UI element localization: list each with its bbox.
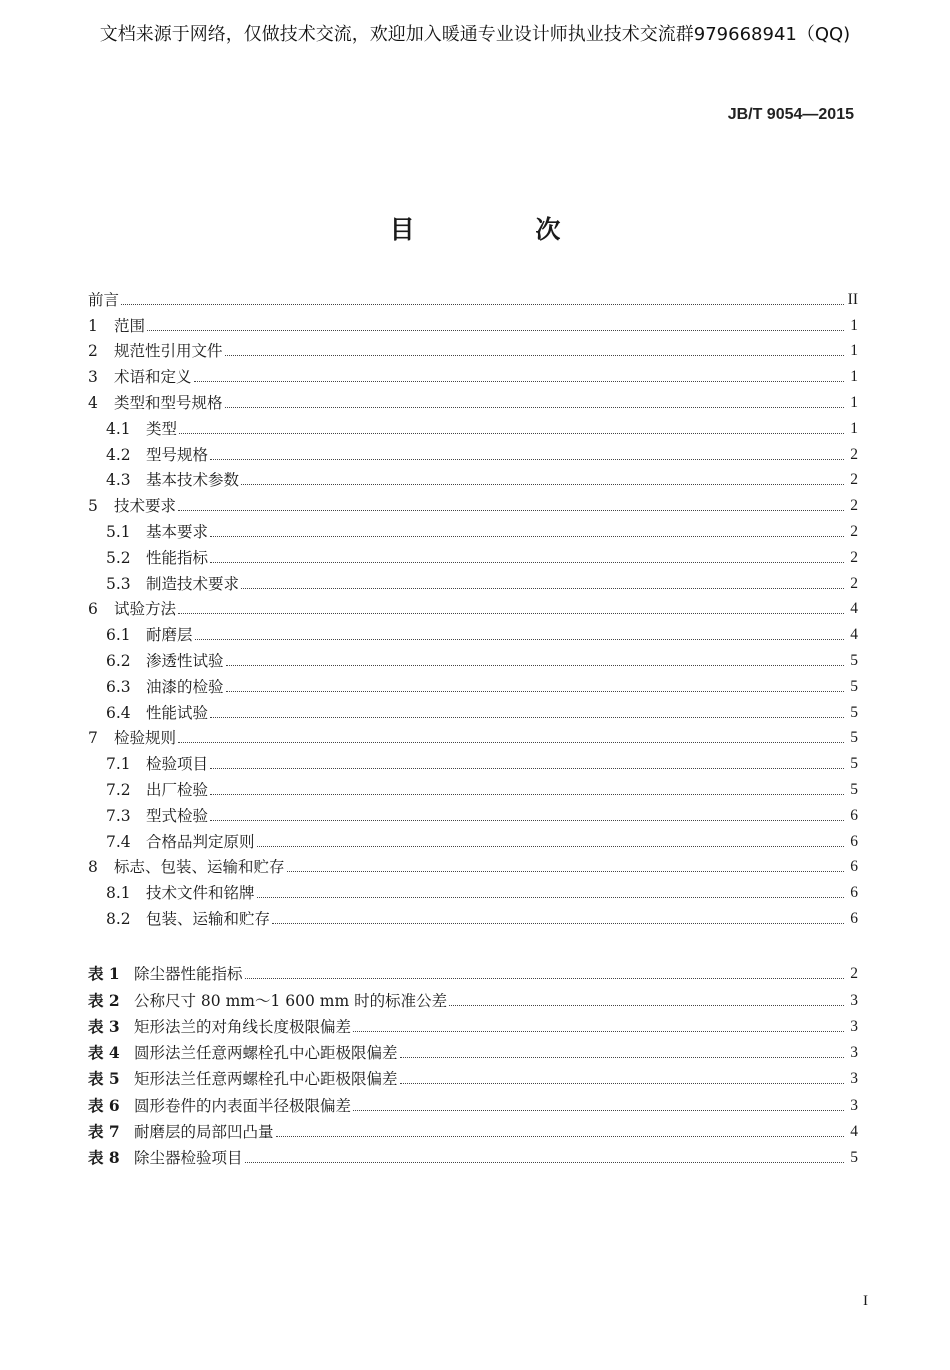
toc-entry[interactable] bbox=[88, 361, 858, 387]
dot-leader bbox=[225, 407, 844, 408]
toc-entry[interactable] bbox=[88, 800, 858, 826]
dot-leader bbox=[353, 1031, 844, 1032]
toc-entry[interactable] bbox=[88, 645, 858, 671]
toc-entry[interactable] bbox=[88, 594, 858, 620]
dot-leader bbox=[210, 562, 844, 563]
document-number: JB/T 9054—2015 bbox=[727, 106, 854, 123]
entry-page-number: 2 bbox=[850, 471, 858, 489]
entry-page-number: 2 bbox=[850, 497, 858, 515]
entry-page-number: 5 bbox=[850, 729, 858, 747]
table-list-entry[interactable] bbox=[88, 1011, 858, 1037]
entry-title: 标志、包装、运输和贮存 bbox=[114, 858, 285, 877]
entry-page-number: 5 bbox=[850, 703, 858, 721]
entry-title: 基本要求 bbox=[146, 522, 209, 541]
entry-title: 型号规格 bbox=[146, 445, 209, 464]
toc-entry[interactable] bbox=[88, 568, 858, 594]
dot-leader bbox=[353, 1110, 844, 1111]
entry-number: 7.4 bbox=[106, 832, 131, 851]
entry-page-number: 2 bbox=[850, 522, 858, 540]
entry-page-number: 6 bbox=[850, 858, 858, 876]
toc-entry[interactable] bbox=[88, 619, 858, 645]
entry-title: 技术文件和铭牌 bbox=[146, 884, 255, 903]
toc-entry[interactable] bbox=[88, 516, 858, 542]
entry-number: 8.1 bbox=[106, 884, 131, 903]
entry-title: 圆形法兰任意两螺栓孔中心距极限偏差 bbox=[134, 1044, 398, 1063]
entry-page-number: 1 bbox=[850, 419, 858, 437]
entry-number: 8.2 bbox=[106, 909, 131, 928]
toc-entry[interactable] bbox=[88, 387, 858, 413]
dot-leader bbox=[194, 381, 844, 382]
entry-title: 耐磨层的局部凹凸量 bbox=[134, 1123, 274, 1142]
dot-leader bbox=[147, 330, 844, 331]
entry-number: 表 2 bbox=[88, 990, 120, 1010]
entry-number: 6.2 bbox=[106, 651, 131, 670]
entry-page-number: 5 bbox=[850, 651, 858, 669]
dot-leader bbox=[226, 665, 844, 666]
table-list-entry[interactable] bbox=[88, 1089, 858, 1115]
entry-title: 除尘器检验项目 bbox=[134, 1149, 243, 1168]
entry-number: 3 bbox=[88, 368, 98, 387]
toc-entry[interactable] bbox=[88, 877, 858, 903]
entry-page-number: 5 bbox=[850, 1149, 858, 1167]
entry-page-number: 5 bbox=[850, 677, 858, 695]
toc-entry[interactable] bbox=[88, 465, 858, 491]
entry-title: 公称尺寸 80 mm～1 600 mm 时的标准公差 bbox=[134, 991, 448, 1010]
entry-title: 油漆的检验 bbox=[146, 677, 224, 696]
entry-page-number: 6 bbox=[850, 832, 858, 850]
toc-entry[interactable] bbox=[88, 439, 858, 465]
entry-title: 出厂检验 bbox=[146, 780, 209, 799]
toc-entry[interactable] bbox=[88, 723, 858, 749]
toc-entry[interactable] bbox=[88, 826, 858, 852]
entry-page-number: 3 bbox=[850, 991, 858, 1009]
dot-leader bbox=[241, 484, 844, 485]
entry-number: 4.2 bbox=[106, 445, 131, 464]
toc-entry[interactable] bbox=[88, 490, 858, 516]
dot-leader bbox=[226, 691, 844, 692]
entry-number: 5.3 bbox=[106, 574, 131, 593]
entry-number: 2 bbox=[88, 342, 98, 361]
entry-title: 类型 bbox=[146, 419, 178, 438]
entry-page-number: 4 bbox=[850, 1123, 858, 1141]
entry-page-number: 1 bbox=[850, 342, 858, 360]
entry-title: 术语和定义 bbox=[114, 368, 192, 387]
entry-number: 5 bbox=[88, 497, 98, 516]
entry-number: 1 bbox=[88, 316, 98, 335]
entry-title: 前言 bbox=[88, 290, 120, 309]
entry-number: 4.1 bbox=[106, 419, 131, 438]
entry-title: 试验方法 bbox=[114, 600, 177, 619]
entry-title: 制造技术要求 bbox=[146, 574, 240, 593]
entry-number: 6.3 bbox=[106, 677, 131, 696]
entry-number: 7.2 bbox=[106, 780, 131, 799]
entry-page-number: 4 bbox=[850, 600, 858, 618]
entry-page-number: 6 bbox=[850, 806, 858, 824]
entry-page-number: 3 bbox=[850, 1070, 858, 1088]
entry-number: 5.1 bbox=[106, 522, 131, 541]
list-of-tables bbox=[88, 958, 858, 1168]
entry-title: 技术要求 bbox=[114, 497, 177, 516]
entry-page-number: 5 bbox=[850, 755, 858, 773]
entry-page-number: 2 bbox=[850, 548, 858, 566]
entry-page-number: 1 bbox=[850, 316, 858, 334]
dot-leader bbox=[257, 897, 844, 898]
dot-leader bbox=[400, 1083, 844, 1084]
toc-entry[interactable] bbox=[88, 852, 858, 878]
dot-leader bbox=[178, 742, 844, 743]
entry-number: 表 7 bbox=[88, 1122, 120, 1142]
table-list-entry[interactable] bbox=[88, 984, 858, 1010]
toc-entry[interactable] bbox=[88, 413, 858, 439]
entry-number: 表 3 bbox=[88, 1016, 120, 1036]
entry-title: 性能试验 bbox=[146, 703, 209, 722]
dot-leader bbox=[245, 1162, 844, 1163]
entry-number: 表 1 bbox=[88, 964, 120, 984]
entry-title: 包装、运输和贮存 bbox=[146, 909, 271, 928]
toc-entry[interactable] bbox=[88, 310, 858, 336]
dot-leader bbox=[121, 304, 844, 305]
entry-number: 6 bbox=[88, 600, 98, 619]
entry-page-number: 1 bbox=[850, 368, 858, 386]
toc-entry[interactable] bbox=[88, 542, 858, 568]
entry-title: 性能指标 bbox=[146, 548, 209, 567]
entry-number: 4 bbox=[88, 393, 98, 412]
entry-title: 型式检验 bbox=[146, 806, 209, 825]
dot-leader bbox=[210, 459, 844, 460]
dot-leader bbox=[210, 536, 844, 537]
entry-title: 渗透性试验 bbox=[146, 651, 224, 670]
dot-leader bbox=[241, 588, 844, 589]
entry-title: 基本技术参数 bbox=[146, 471, 240, 490]
entry-number: 表 4 bbox=[88, 1043, 120, 1063]
entry-title: 检验规则 bbox=[114, 729, 177, 748]
page-title: 目 次 bbox=[389, 215, 617, 244]
toc-entry[interactable] bbox=[88, 903, 858, 929]
source-banner: 文档来源于网络，仅做技术交流，欢迎加入暖通专业设计师执业技术交流群979668941（QQ) bbox=[99, 24, 851, 45]
toc-entry[interactable] bbox=[88, 774, 858, 800]
entry-title: 矩形法兰的对角线长度极限偏差 bbox=[134, 1017, 352, 1036]
toc-entry[interactable] bbox=[88, 748, 858, 774]
entry-number: 4.3 bbox=[106, 471, 131, 490]
entry-number: 6.4 bbox=[106, 703, 131, 722]
entry-title: 规范性引用文件 bbox=[114, 342, 223, 361]
dot-leader bbox=[210, 768, 844, 769]
entry-title: 耐磨层 bbox=[146, 626, 193, 645]
table-of-contents bbox=[88, 284, 858, 929]
dot-leader bbox=[272, 923, 844, 924]
entry-page-number: II bbox=[847, 290, 858, 308]
table-list-entry[interactable] bbox=[88, 1037, 858, 1063]
dot-leader bbox=[449, 1005, 844, 1006]
entry-page-number: 2 bbox=[850, 965, 858, 983]
entry-page-number: 3 bbox=[850, 1017, 858, 1035]
entry-page-number: 1 bbox=[850, 393, 858, 411]
dot-leader bbox=[400, 1057, 844, 1058]
entry-title: 除尘器性能指标 bbox=[134, 965, 243, 984]
entry-page-number: 5 bbox=[850, 780, 858, 798]
entry-title: 范围 bbox=[114, 316, 146, 335]
entry-title: 矩形法兰任意两螺栓孔中心距极限偏差 bbox=[134, 1070, 398, 1089]
entry-title: 圆形卷件的内表面半径极限偏差 bbox=[134, 1096, 352, 1115]
entry-page-number: 2 bbox=[850, 574, 858, 592]
dot-leader bbox=[210, 820, 844, 821]
entry-number: 表 5 bbox=[88, 1069, 120, 1089]
table-list-entry[interactable] bbox=[88, 1063, 858, 1089]
dot-leader bbox=[245, 978, 844, 979]
entry-page-number: 4 bbox=[850, 626, 858, 644]
dot-leader bbox=[179, 433, 844, 434]
entry-number: 7 bbox=[88, 729, 98, 748]
dot-leader bbox=[276, 1136, 844, 1137]
page-number: I bbox=[863, 1293, 868, 1309]
entry-page-number: 2 bbox=[850, 445, 858, 463]
entry-title: 类型和型号规格 bbox=[114, 393, 223, 412]
entry-number: 7.3 bbox=[106, 806, 131, 825]
toc-entry[interactable] bbox=[88, 671, 858, 697]
entry-page-number: 6 bbox=[850, 909, 858, 927]
dot-leader bbox=[287, 871, 844, 872]
table-list-entry[interactable] bbox=[88, 1142, 858, 1168]
entry-number: 8 bbox=[88, 858, 98, 877]
entry-number: 表 8 bbox=[88, 1148, 120, 1168]
dot-leader bbox=[210, 794, 844, 795]
dot-leader bbox=[210, 717, 844, 718]
entry-number: 6.1 bbox=[106, 626, 131, 645]
table-list-entry[interactable] bbox=[88, 958, 858, 984]
toc-entry[interactable] bbox=[88, 336, 858, 362]
entry-number: 5.2 bbox=[106, 548, 131, 567]
dot-leader bbox=[178, 510, 844, 511]
entry-page-number: 6 bbox=[850, 884, 858, 902]
dot-leader bbox=[225, 355, 844, 356]
toc-entry[interactable] bbox=[88, 697, 858, 723]
entry-page-number: 3 bbox=[850, 1096, 858, 1114]
entry-number: 表 6 bbox=[88, 1095, 120, 1115]
entry-page-number: 3 bbox=[850, 1044, 858, 1062]
entry-title: 检验项目 bbox=[146, 755, 209, 774]
dot-leader bbox=[178, 613, 844, 614]
toc-entry[interactable] bbox=[88, 284, 858, 310]
dot-leader bbox=[257, 846, 844, 847]
entry-title: 合格品判定原则 bbox=[146, 832, 255, 851]
dot-leader bbox=[195, 639, 844, 640]
entry-number: 7.1 bbox=[106, 755, 131, 774]
table-list-entry[interactable] bbox=[88, 1116, 858, 1142]
